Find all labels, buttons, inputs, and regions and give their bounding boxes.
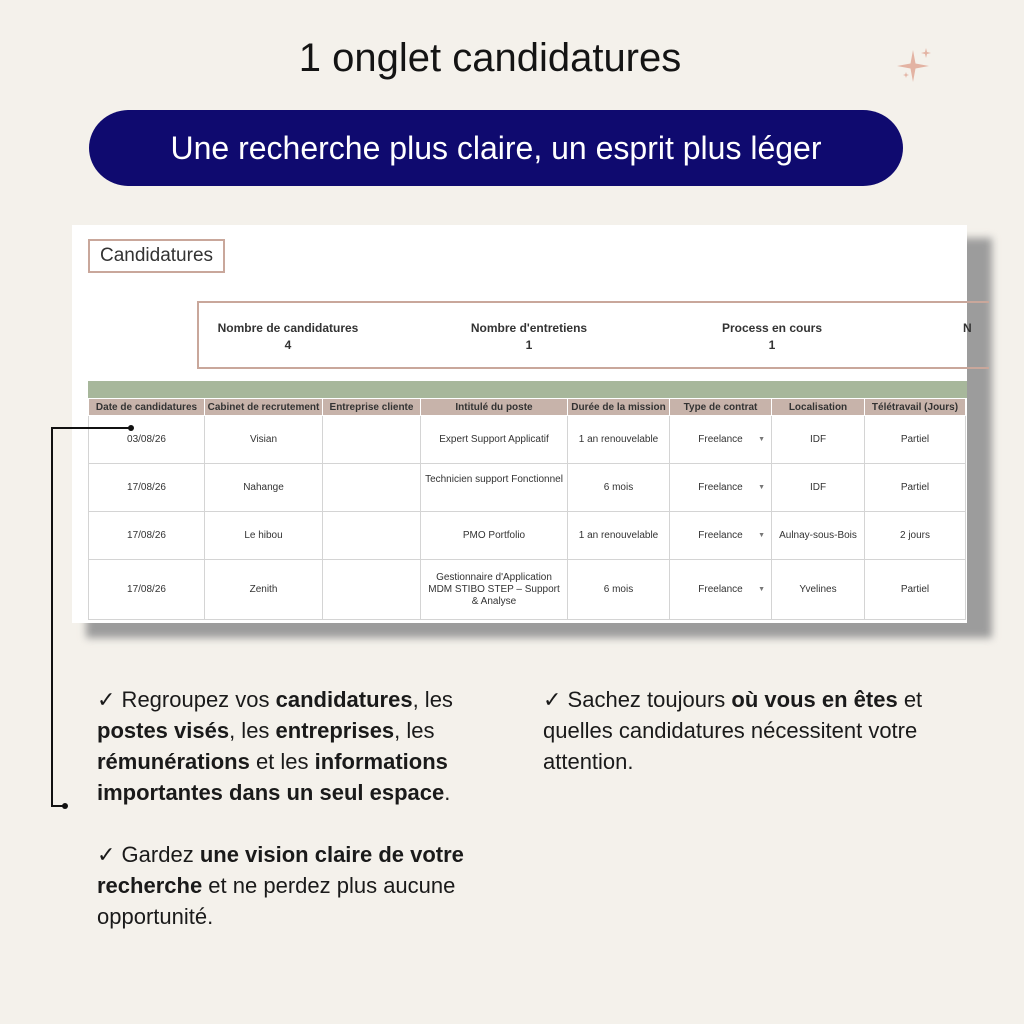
table-row <box>89 416 966 464</box>
cell[interactable]: Expert Support Applicatif <box>421 416 568 464</box>
column-header[interactable]: Cabinet de recrutement <box>205 399 323 416</box>
feature-text: , les <box>412 687 453 712</box>
cell[interactable]: 1 an renouvelable <box>568 512 670 560</box>
dropdown-arrow-icon[interactable]: ▼ <box>758 483 765 491</box>
subtitle-banner <box>89 110 903 186</box>
feature-bold: où vous en êtes <box>731 687 898 712</box>
sparkle-icon <box>893 44 937 88</box>
kpi-truncated <box>963 321 983 335</box>
cell[interactable] <box>323 416 421 464</box>
feature-item <box>97 839 497 932</box>
cell[interactable]: 1 an renouvelable <box>568 416 670 464</box>
features-right <box>543 684 953 808</box>
page-title: 1 onglet candidatures <box>298 36 682 80</box>
feature-item <box>97 684 497 808</box>
cell[interactable]: Aulnay-sous-Bois <box>772 512 865 560</box>
cell[interactable]: 6 mois <box>568 464 670 512</box>
feature-bold: une vision claire de votre recherche <box>97 842 464 898</box>
cell[interactable]: Partiel <box>865 416 966 464</box>
kpi-label: N <box>963 321 972 335</box>
kpi-value: 1 <box>525 338 533 352</box>
cell[interactable]: Nahange <box>205 464 323 512</box>
cell[interactable] <box>323 464 421 512</box>
cell[interactable]: 6 mois <box>568 560 670 620</box>
check-icon: ✓ <box>97 687 116 712</box>
cell[interactable] <box>323 560 421 620</box>
contract-dropdown[interactable] <box>670 512 772 560</box>
header-band <box>88 381 967 398</box>
feature-text: Gardez <box>115 842 200 867</box>
candidatures-table <box>88 398 966 620</box>
feature-text: , les <box>394 718 435 743</box>
dropdown-arrow-icon[interactable]: ▼ <box>758 531 765 539</box>
cell[interactable]: Partiel <box>865 464 966 512</box>
kpi-label: Nombre de candidatures <box>217 321 359 335</box>
cell[interactable]: 17/08/26 <box>89 512 205 560</box>
cell[interactable]: 17/08/26 <box>89 464 205 512</box>
contract-dropdown[interactable] <box>670 464 772 512</box>
dropdown-value: Freelance <box>698 481 743 493</box>
kpi-value: 4 <box>284 338 292 352</box>
cell[interactable]: Visian <box>205 416 323 464</box>
kpi-process <box>697 321 847 352</box>
cell[interactable]: Technicien support Fonctionnel <box>421 464 568 512</box>
dropdown-arrow-icon[interactable]: ▼ <box>758 435 765 443</box>
feature-bold: postes visés <box>97 718 230 743</box>
feature-bold: entreprises <box>275 718 395 743</box>
cell[interactable]: PMO Portfolio <box>421 512 568 560</box>
cell[interactable]: 17/08/26 <box>89 560 205 620</box>
cell[interactable]: Partiel <box>865 560 966 620</box>
dropdown-value: Freelance <box>698 529 743 541</box>
features-left <box>97 684 497 963</box>
column-header[interactable]: Localisation <box>772 399 865 416</box>
cell[interactable]: Gestionnaire d'Application MDM STIBO STEP – Support & Analyse <box>421 560 568 620</box>
spreadsheet-screenshot <box>72 225 972 623</box>
table-row <box>89 560 966 620</box>
kpi-label: Nombre d'entretiens <box>470 321 588 335</box>
sheet-title: Candidatures <box>88 239 225 273</box>
column-header[interactable]: Intitulé du poste <box>421 399 568 416</box>
contract-dropdown[interactable] <box>670 560 772 620</box>
cell[interactable]: 2 jours <box>865 512 966 560</box>
cell[interactable]: Zenith <box>205 560 323 620</box>
cell[interactable]: 03/08/26 <box>89 416 205 464</box>
table-row <box>89 464 966 512</box>
feature-text: Sachez toujours <box>561 687 732 712</box>
cell[interactable] <box>323 512 421 560</box>
feature-bold: informations importantes dans un seul espace <box>97 749 448 805</box>
check-icon: ✓ <box>543 687 562 712</box>
column-header[interactable]: Date de candidatures <box>89 399 205 416</box>
feature-text: et ne perdez plus aucune opportunité. <box>97 873 456 929</box>
contract-dropdown[interactable] <box>670 416 772 464</box>
kpi-label: Process en cours <box>721 321 823 335</box>
feature-bold: candidatures <box>275 687 413 712</box>
column-header[interactable]: Télétravail (Jours) <box>865 399 966 416</box>
cell[interactable]: Yvelines <box>772 560 865 620</box>
table-row <box>89 512 966 560</box>
kpi-candidatures <box>213 321 363 352</box>
kpi-value: 1 <box>768 338 776 352</box>
column-header[interactable]: Durée de la mission <box>568 399 670 416</box>
feature-text: , les <box>229 718 276 743</box>
column-header[interactable]: Entreprise cliente <box>323 399 421 416</box>
feature-text: . <box>444 780 451 805</box>
feature-text: et les <box>249 749 315 774</box>
dropdown-arrow-icon[interactable]: ▼ <box>758 585 765 593</box>
cell[interactable]: IDF <box>772 464 865 512</box>
feature-item <box>543 684 953 777</box>
feature-text: et quelles candidatures nécessitent votre attention. <box>543 687 923 774</box>
feature-text: Regroupez vos <box>115 687 276 712</box>
table-header-row <box>89 399 966 416</box>
cell[interactable]: Le hibou <box>205 512 323 560</box>
banner-text: Une recherche plus claire, un esprit plus léger <box>170 129 822 166</box>
dropdown-value: Freelance <box>698 583 743 595</box>
dropdown-value: Freelance <box>698 433 743 445</box>
cell[interactable]: IDF <box>772 416 865 464</box>
kpi-box <box>197 301 989 369</box>
check-icon: ✓ <box>97 842 116 867</box>
feature-bold: rémunérations <box>97 749 250 774</box>
kpi-entretiens <box>454 321 604 352</box>
column-header[interactable]: Type de contrat <box>670 399 772 416</box>
